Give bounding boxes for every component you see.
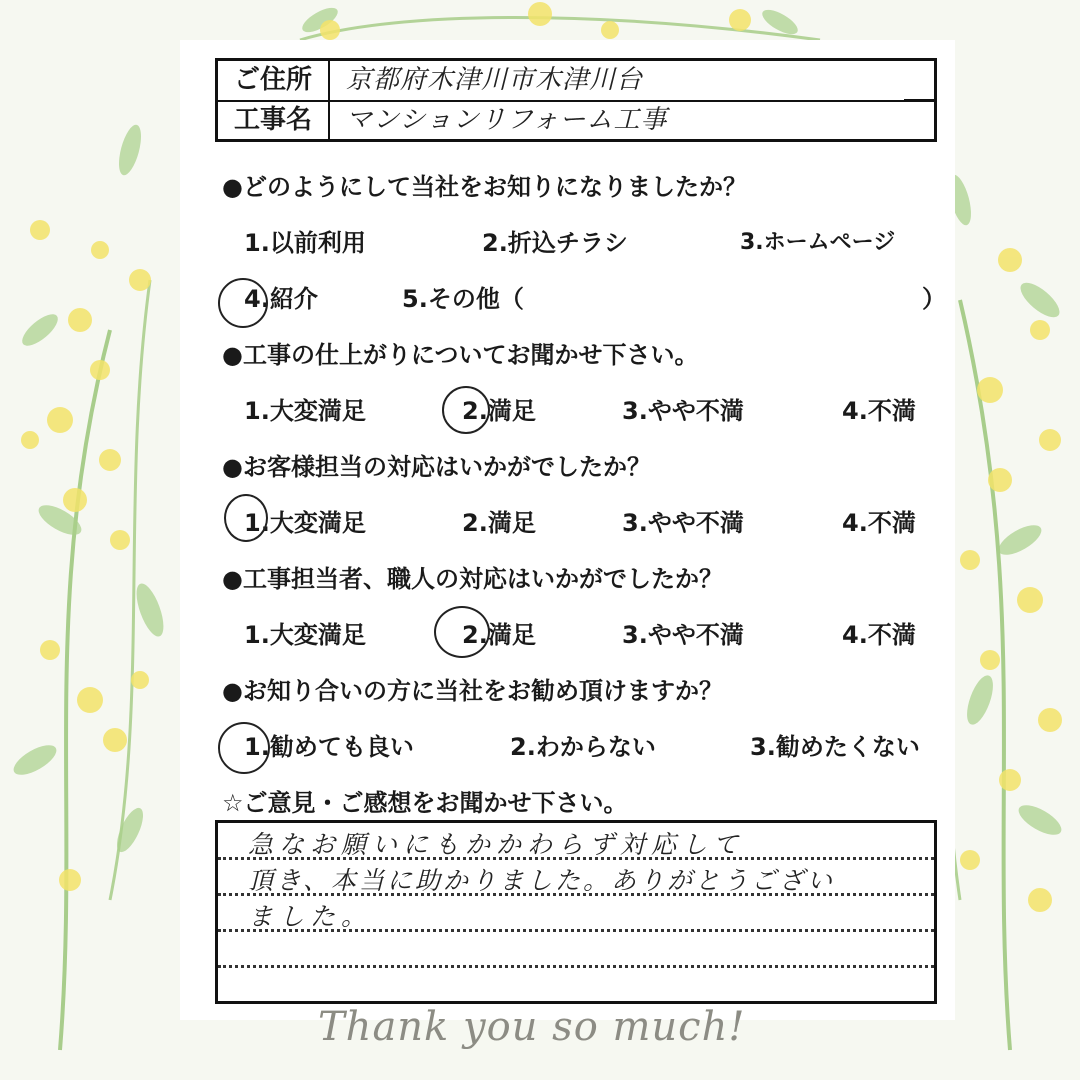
q4-selection-circle bbox=[434, 606, 490, 658]
q5-option-1[interactable]: 1.勧めても良い bbox=[244, 733, 414, 761]
q3-option-2[interactable]: 2.満足 bbox=[462, 509, 536, 537]
q3-option-3[interactable]: 3.やや不満 bbox=[622, 509, 744, 537]
q2-option-4[interactable]: 4.不満 bbox=[842, 397, 916, 425]
comments-box bbox=[215, 820, 937, 1004]
question-2: ●工事の仕上がりについてお聞かせ下さい。 bbox=[222, 341, 699, 369]
q3-option-4[interactable]: 4.不満 bbox=[842, 509, 916, 537]
comment-line-3: ました。 bbox=[248, 902, 373, 931]
comment-line-1: 急なお願いにもかかわらず対応して bbox=[248, 830, 745, 859]
work-name-value: マンションリフォーム工事 bbox=[346, 105, 668, 135]
q5-selection-circle bbox=[218, 722, 270, 774]
work-name-row bbox=[218, 101, 934, 140]
q4-option-1[interactable]: 1.大変満足 bbox=[244, 621, 366, 649]
address-row bbox=[218, 61, 934, 102]
address-label: ご住所 bbox=[218, 61, 330, 100]
thank-you-script: Thank you so much! bbox=[318, 1004, 746, 1050]
q1-option-2[interactable]: 2.折込チラシ bbox=[482, 229, 628, 257]
comment-line-2: 頂き、本当に助かりました。ありがとうござい bbox=[248, 866, 836, 895]
q4-option-2[interactable]: 2.満足 bbox=[462, 621, 536, 649]
q2-option-2[interactable]: 2.満足 bbox=[462, 397, 536, 425]
q5-option-2[interactable]: 2.わからない bbox=[510, 733, 656, 761]
q1-option-1[interactable]: 1.以前利用 bbox=[244, 229, 366, 257]
q1-option-4[interactable]: 4.紹介 bbox=[244, 285, 318, 313]
q1-option-3[interactable]: 3.ホームページ bbox=[740, 230, 896, 255]
comments-heading: ☆ご意見・ご感想をお聞かせ下さい。 bbox=[222, 789, 628, 817]
question-3: ●お客様担当の対応はいかがでしたか？ bbox=[222, 453, 651, 481]
q4-option-3[interactable]: 3.やや不満 bbox=[622, 621, 744, 649]
q1-option-5-close: ） bbox=[922, 285, 946, 313]
comment-rule-4 bbox=[218, 965, 934, 968]
q2-option-1[interactable]: 1.大変満足 bbox=[244, 397, 366, 425]
q2-option-3[interactable]: 3.やや不満 bbox=[622, 397, 744, 425]
work-name-label: 工事名 bbox=[218, 101, 330, 140]
address-value: 京都府木津川市木津川台 bbox=[346, 65, 644, 95]
q5-option-3[interactable]: 3.勧めたくない bbox=[750, 733, 920, 761]
question-5: ●お知り合いの方に当社をお勧め頂けますか？ bbox=[222, 677, 723, 705]
customer-info-table bbox=[215, 58, 937, 142]
q4-option-4[interactable]: 4.不満 bbox=[842, 621, 916, 649]
q2-selection-circle bbox=[442, 386, 490, 434]
question-4: ●工事担当者、職人の対応はいかがでしたか？ bbox=[222, 565, 723, 593]
question-1: ●どのようにして当社をお知りになりましたか？ bbox=[222, 173, 747, 201]
q1-option-5[interactable]: 5.その他（ bbox=[402, 285, 524, 313]
q3-selection-circle bbox=[224, 494, 268, 542]
q3-option-1[interactable]: 1.大変満足 bbox=[244, 509, 366, 537]
q1-selection-circle bbox=[218, 278, 268, 328]
